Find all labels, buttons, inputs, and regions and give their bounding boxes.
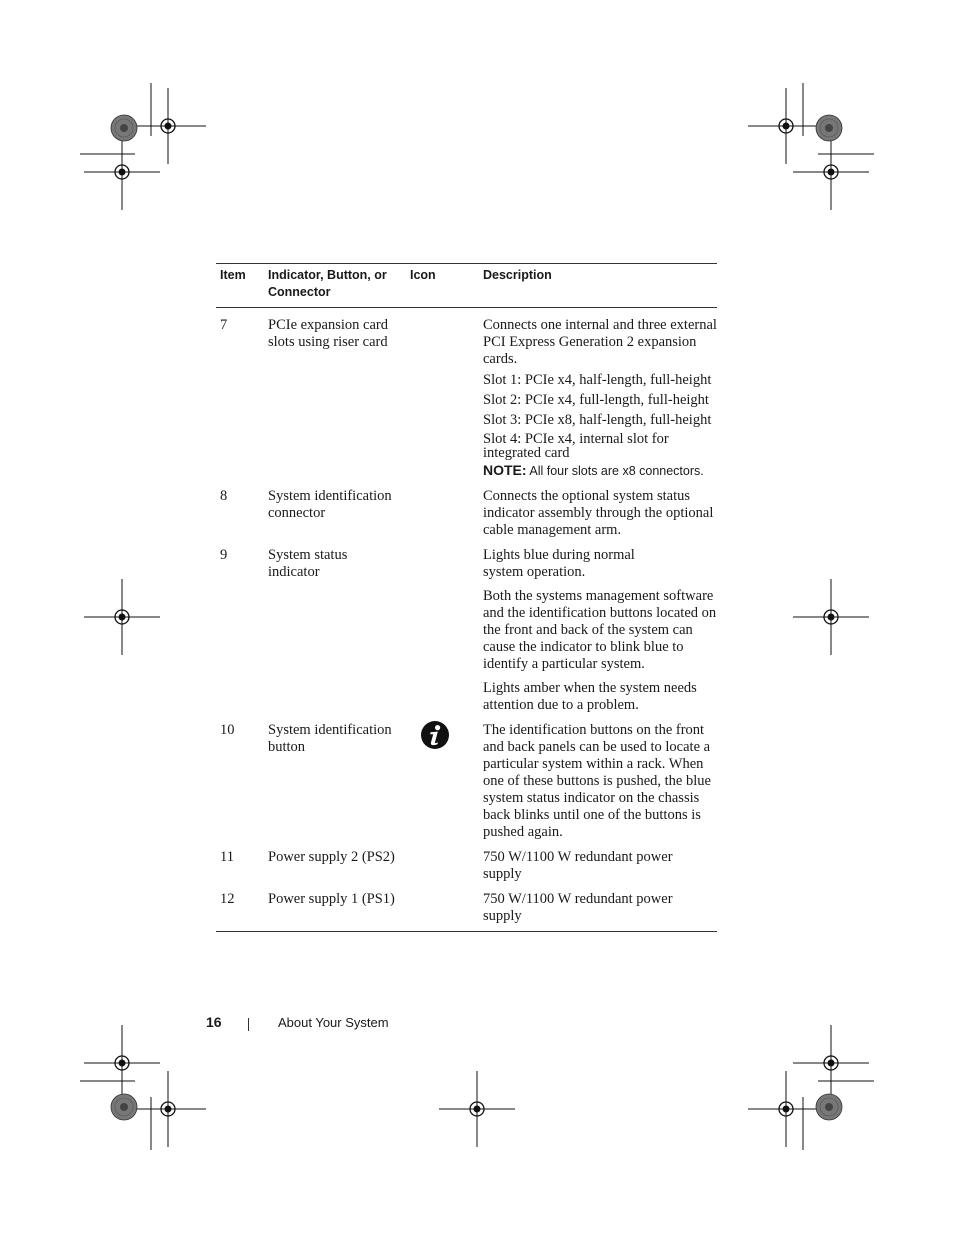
starburst-icon: [816, 1094, 842, 1120]
row-name: PCIe expansion card slots using riser card: [268, 317, 388, 350]
table-row: [216, 849, 717, 891]
row-description: [479, 849, 717, 891]
row-description-text: Connects the optional system status indicator assembly through the optional cable management arm.: [483, 488, 714, 538]
note: [483, 462, 717, 480]
row-description-text: 750 W/1100 W redundant power supply: [483, 849, 673, 882]
page-number: 16: [206, 1014, 222, 1030]
table-row: [216, 722, 717, 849]
section-title: About Your System: [278, 1015, 389, 1030]
table-row: [216, 891, 717, 931]
row-description: [479, 317, 717, 488]
row-description: [479, 722, 717, 849]
header-description: Description: [483, 268, 552, 282]
registration-mark-icon: [130, 88, 206, 164]
starburst-icon: [111, 115, 137, 141]
registration-mark-icon: [84, 579, 160, 655]
page-footer: [0, 1014, 954, 1034]
registration-mark-icon: [793, 1025, 869, 1101]
row-description-text: Lights blue during normal system operation.: [483, 547, 635, 580]
row-name: System identification button: [268, 722, 392, 755]
starburst-icon: [816, 115, 842, 141]
row-description-text: 750 W/1100 W redundant power supply: [483, 891, 673, 924]
row-name: Power supply 1 (PS1): [268, 891, 395, 907]
row-item: 10: [220, 722, 235, 738]
starburst-icon: [111, 1094, 137, 1120]
registration-mark-icon: [748, 88, 824, 164]
header-item: Item: [220, 268, 246, 282]
row-description-text: Slot 4: PCIe x4, internal slot for integrated card: [483, 431, 669, 461]
row-description-text: Both the systems management software and the identification buttons located on the front and back of the system can cause the indicator to blink blue to identify a particular system.: [483, 588, 717, 672]
row-description-text: The identification buttons on the front and back panels can be used to locate a particular system within a rack. When one of these buttons is pushed, the blue system status indicator on the chassis back blinks until one of the buttons is pushed again.: [483, 722, 711, 840]
row-item: 8: [220, 488, 228, 504]
registration-mark-icon: [793, 579, 869, 655]
registration-mark-icon: [748, 1071, 824, 1147]
row-description-text: Slot 3: PCIe x8, half-length, full-height: [483, 412, 712, 428]
note-label: NOTE:: [483, 462, 527, 478]
component-table: [216, 263, 717, 932]
row-description-text: Lights amber when the system needs attention due to a problem.: [483, 680, 697, 713]
table-row: [216, 547, 717, 722]
row-item: 7: [220, 317, 228, 333]
registration-mark-icon: [793, 134, 869, 210]
row-name: Power supply 2 (PS2): [268, 849, 395, 865]
note-text: All four slots are x8 connectors.: [529, 464, 704, 478]
row-description: [479, 891, 717, 931]
row-name: System identification connector: [268, 488, 392, 521]
table-row: [216, 308, 717, 488]
row-item: 12: [220, 891, 235, 907]
header-name: Indicator, Button, or Connector: [268, 268, 387, 299]
table-row: [216, 488, 717, 547]
row-item: 11: [220, 849, 234, 865]
row-item: 9: [220, 547, 228, 563]
row-name: System status indicator: [268, 547, 348, 580]
header-icon: Icon: [410, 268, 436, 282]
row-description-text: Slot 1: PCIe x4, half-length, full-height: [483, 372, 712, 388]
row-description-text: Slot 2: PCIe x4, full-length, full-height: [483, 392, 709, 408]
registration-mark-icon: [130, 1071, 206, 1147]
row-description: [479, 547, 717, 722]
registration-mark-icon: [84, 1025, 160, 1101]
info-icon: [420, 720, 450, 750]
row-description: [479, 488, 717, 547]
registration-mark-icon: [84, 134, 160, 210]
registration-mark-icon: [439, 1071, 515, 1147]
footer-divider: [248, 1018, 249, 1031]
table-header: [216, 264, 717, 308]
row-description-text: Connects one internal and three external PCI Express Generation 2 expansion cards.: [483, 317, 717, 367]
